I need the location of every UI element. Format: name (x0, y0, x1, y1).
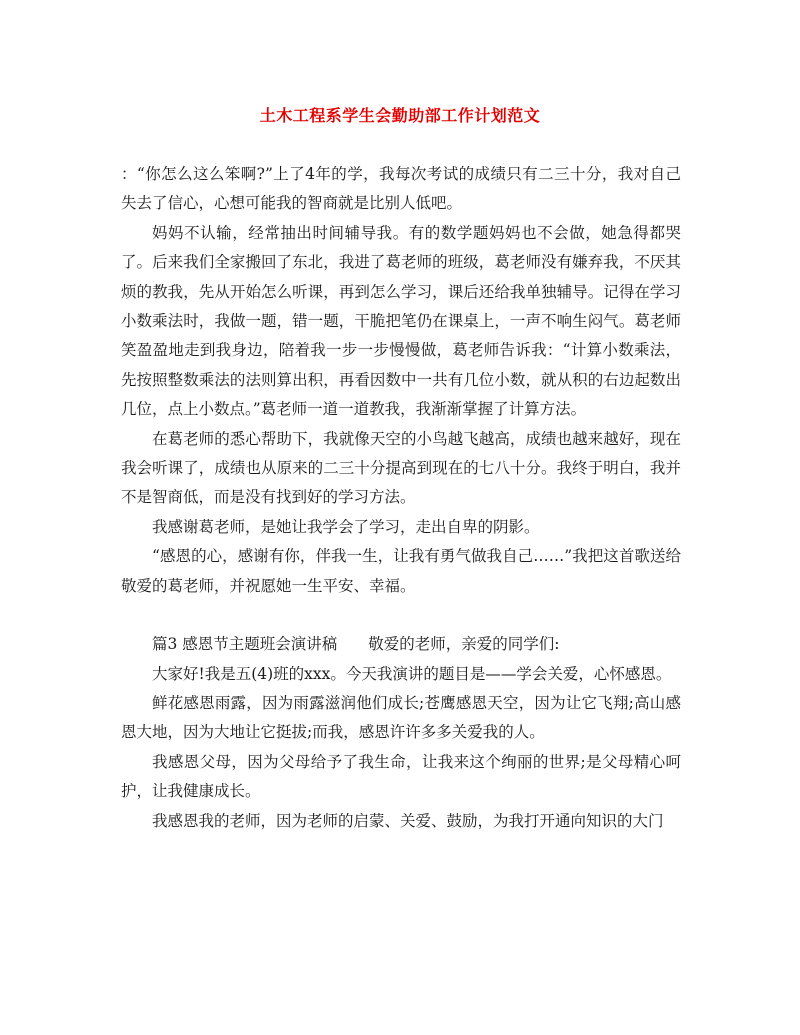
paragraph-8: 我感恩父母，因为父母给予了我生命，让我来这个绚丽的世界;是父母精心呵护，让我健康成长。 (121, 752, 681, 801)
paragraph-5: “感恩的心，感谢有你，伴我一生，让我有勇气做我自己……”我把这首歌送给敬爱的葛老师，并祝愿她一生平安、幸福。 (121, 547, 681, 595)
section-heading: 篇3 感恩节主题班会演讲稿 敬爱的老师，亲爱的同学们: (152, 635, 560, 654)
paragraph-9: 我感恩我的老师，因为老师的启蒙、关爱、鼓励，为我打开通向知识的大门 (152, 811, 664, 830)
paragraph-6: 大家好!我是五(4)班的xxx。今天我演讲的题目是——学会关爱，心怀感恩。 (152, 664, 672, 683)
document-title: 土木工程系学生会勤助部工作计划范文 (259, 106, 541, 125)
paragraph-7: 鲜花感恩雨露，因为雨露滋润他们成长;苍鹰感恩天空，因为让它飞翔;高山感恩大地，因为大地让它挺拔;而我，感恩许许多多关爱我的人。 (121, 693, 681, 742)
paragraph-2: 妈妈不认输，经常抽出时间辅导我。有的数学题妈妈也不会做，她急得都哭了。后来我们全家搬回了东北，我进了葛老师的班级，葛老师没有嫌弃我，不厌其烦的教我，先从开始怎么听课，再到怎么学习，课后还给我单独辅导。记得在学习小数乘法时，我做一题，错一题，干脆把笔仍在课桌上，一声不响生闷气。葛老师笑盈盈地走到我身边，陪着我一步一步慢慢做，葛老师告诉我：“计算小数乘法，先按照整数乘法的法则算出积，再看因数中一共有几位小数，就从积的右边起数出几位，点上小数点。”葛老师一道一道教我，我渐渐掌握了计算方法。 (121, 223, 681, 419)
paragraph-3: 在葛老师的悉心帮助下，我就像天空的小鸟越飞越高，成绩也越来越好，现在我会听课了，成绩也从原来的二三十分提高到现在的七八十分。我终于明白，我并不是智商低，而是没有找到好的学习方法。 (121, 429, 681, 507)
paragraph-1: ：“你怎么这么笨啊?”上了4年的学，我每次考试的成绩只有二三十分，我对自己失去了信心，心想可能我的智商就是比别人低吧。 (121, 165, 681, 213)
document-body (121, 160, 681, 836)
paragraph-4: 我感谢葛老师，是她让我学会了学习，走出自卑的阴影。 (152, 517, 540, 536)
section-gap (121, 601, 681, 630)
